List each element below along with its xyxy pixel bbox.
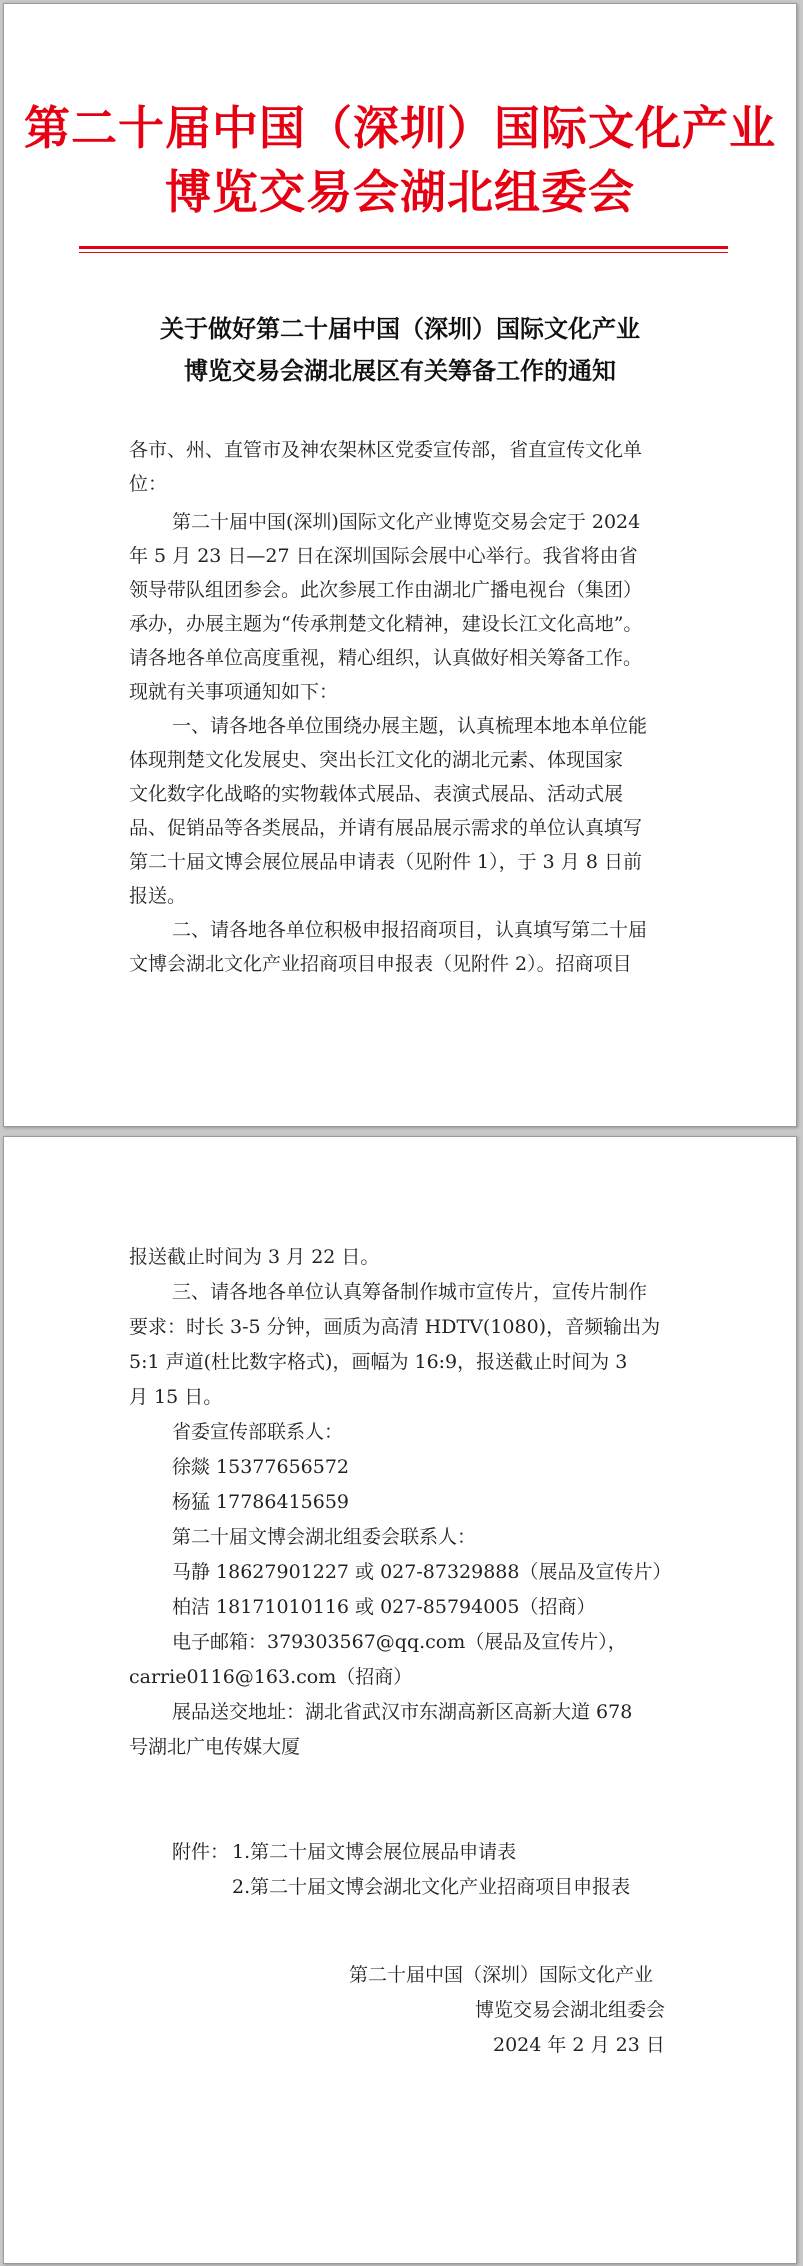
document-page-2 xyxy=(3,1136,797,2264)
body-line: 体现荆楚文化发展史、突出长江文化的湖北元素、体现国家 xyxy=(129,749,624,771)
body-line: 第二十届文博会展位展品申请表（见附件 1），于 3 月 8 日前 xyxy=(129,851,642,873)
signature-line-1: 第二十届中国（深圳）国际文化产业 xyxy=(349,1964,654,1986)
body-line: 第二十届中国(深圳)国际文化产业博览交易会定于 2024 xyxy=(172,511,641,533)
address-line: 号湖北广电传媒大厦 xyxy=(129,1736,301,1758)
body-line: 承办，办展主题为“传承荆楚文化精神，建设长江文化高地”。 xyxy=(129,613,643,635)
notice-title-line-1: 关于做好第二十届中国（深圳）国际文化产业 xyxy=(160,314,640,343)
body-line: 年 5 月 23 日—27 日在深圳国际会展中心举行。我省将由省 xyxy=(129,545,638,567)
contact-line: 柏洁 18171010116 或 027-85794005（招商） xyxy=(172,1596,596,1618)
body-line: 报送。 xyxy=(129,885,187,907)
salutation-line-1: 各市、州、直管市及神农架林区党委宣传部，省直宣传文化单 xyxy=(129,439,643,461)
body-line: 一、请各地各单位围绕办展主题，认真梳理本地本单位能 xyxy=(172,715,648,737)
notice-title-line-2: 博览交易会湖北展区有关筹备工作的通知 xyxy=(184,356,616,385)
body-line: 三、请各地各单位认真筹备制作城市宣传片，宣传片制作 xyxy=(172,1281,648,1303)
header-divider-thick xyxy=(79,246,728,249)
signature-date: 2024 年 2 月 23 日 xyxy=(493,2034,665,2056)
contact-line: 杨猛 17786415659 xyxy=(172,1491,350,1513)
signature-line-2: 博览交易会湖北组委会 xyxy=(475,1999,666,2021)
document-page-1 xyxy=(3,3,797,1127)
issuer-header-line-1: 第二十届中国（深圳）国际文化产业 xyxy=(24,101,776,155)
address-line: 展品送交地址：湖北省武汉市东湖高新区高新大道 678 xyxy=(172,1701,633,1723)
issuer-header-line-2: 博览交易会湖北组委会 xyxy=(165,165,635,219)
body-line: 要求：时长 3-5 分钟，画质为高清 HDTV(1080)，音频输出为 xyxy=(129,1316,661,1338)
email-line: 电子邮箱：379303567@qq.com（展品及宣传片）， xyxy=(172,1631,627,1653)
attachment-item-1: 1.第二十届文博会展位展品申请表 xyxy=(232,1841,517,1863)
body-line: 文化数字化战略的实物载体式展品、表演式展品、活动式展 xyxy=(129,783,624,805)
header-divider-thin xyxy=(79,252,728,253)
body-line: 请各地各单位高度重视，精心组织，认真做好相关筹备工作。 xyxy=(129,647,643,669)
body-line: 品、促销品等各类展品，并请有展品展示需求的单位认真填写 xyxy=(129,817,643,839)
contact-line: 马静 18627901227 或 027-87329888（展品及宣传片） xyxy=(172,1561,672,1583)
contact-heading: 第二十届文博会湖北组委会联系人： xyxy=(172,1526,477,1548)
body-line: 5:1 声道(杜比数字格式)，画幅为 16:9，报送截止时间为 3 xyxy=(129,1351,628,1373)
email-line: carrie0116@163.com（招商） xyxy=(129,1666,413,1688)
body-line: 月 15 日。 xyxy=(129,1386,223,1408)
contact-heading: 省委宣传部联系人： xyxy=(172,1421,344,1443)
contact-line: 徐燚 15377656572 xyxy=(172,1456,350,1478)
body-line: 二、请各地各单位积极申报招商项目，认真填写第二十届 xyxy=(172,919,648,941)
attachment-item-2: 2.第二十届文博会湖北文化产业招商项目申报表 xyxy=(232,1876,631,1898)
body-line: 领导带队组团参会。此次参展工作由湖北广播电视台（集团） xyxy=(129,579,643,601)
body-line: 报送截止时间为 3 月 22 日。 xyxy=(129,1246,380,1268)
attachments-label: 附件： xyxy=(172,1841,230,1863)
salutation-line-2: 位： xyxy=(129,473,168,495)
body-line: 现就有关事项通知如下： xyxy=(129,681,339,703)
body-line: 文博会湖北文化产业招商项目申报表（见附件 2）。招商项目 xyxy=(129,953,632,975)
